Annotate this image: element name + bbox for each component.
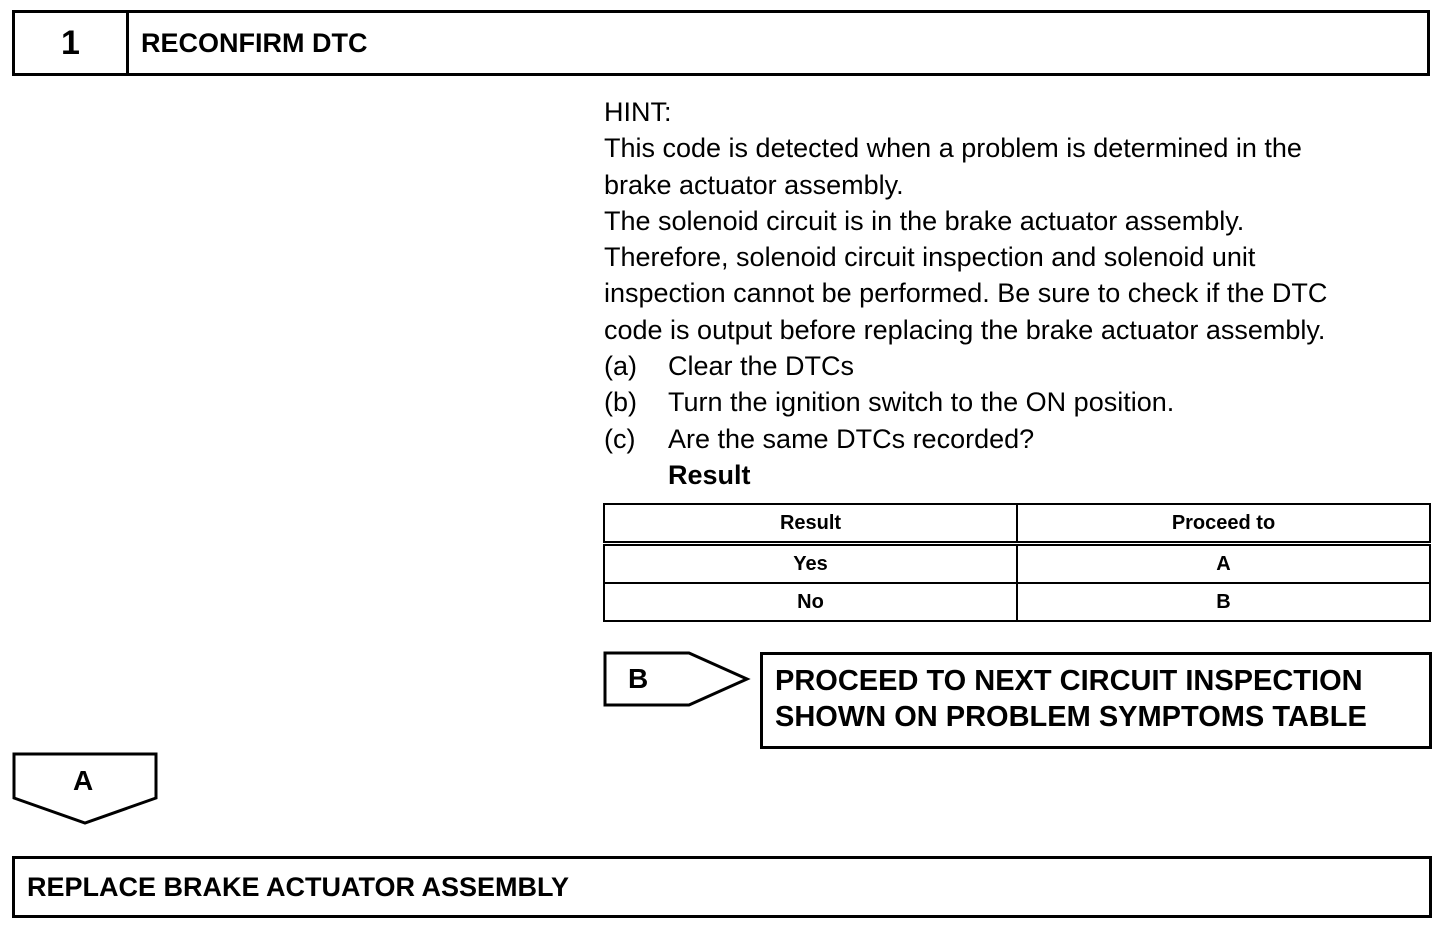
hint-section: [604, 94, 1444, 493]
branch-b-arrow-icon: [603, 651, 753, 709]
hint-line: inspection cannot be performed. Be sure to check if the DTC: [604, 278, 1328, 309]
step-label: (a): [604, 351, 637, 382]
step-label: (b): [604, 387, 637, 418]
step-header: [12, 10, 1430, 76]
step-label: (c): [604, 423, 636, 454]
branch-b-tag: B: [628, 663, 649, 694]
hint-line: Therefore, solenoid circuit inspection and solenoid unit: [604, 242, 1256, 273]
hint-line: brake actuator assembly.: [604, 169, 904, 200]
branch-a-action: REPLACE BRAKE ACTUATOR ASSEMBLY: [12, 856, 1432, 918]
table-header-row: [604, 504, 1430, 544]
column-header: Result: [604, 504, 1017, 544]
procedure-step: [604, 384, 1444, 420]
step-text: Turn the ignition switch to the ON position.: [668, 387, 1175, 418]
hint-line: code is output before replacing the brake actuator assembly.: [604, 314, 1326, 345]
step-number: 1: [15, 13, 129, 73]
table-cell: A: [1017, 544, 1430, 584]
step-text: Are the same DTCs recorded?: [668, 423, 1035, 454]
hint-line: The solenoid circuit is in the brake actuator assembly.: [604, 205, 1245, 236]
table-row: [604, 583, 1430, 621]
result-label: Result: [668, 459, 751, 490]
outcome-line: SHOWN ON PROBLEM SYMPTOMS TABLE: [775, 701, 1367, 733]
hint-heading: HINT:: [604, 97, 672, 127]
procedure-step: [604, 421, 1444, 457]
table-cell: No: [604, 583, 1017, 621]
branch-b-outcome: [760, 652, 1432, 749]
step-text: Clear the DTCs: [668, 351, 855, 382]
hint-line: This code is detected when a problem is determined in the: [604, 133, 1302, 164]
table-cell: B: [1017, 583, 1430, 621]
step-title: RECONFIRM DTC: [141, 27, 368, 58]
branch-a-tag: A: [73, 765, 94, 796]
outcome-line: PROCEED TO NEXT CIRCUIT INSPECTION: [775, 665, 1363, 697]
column-header: Proceed to: [1017, 504, 1430, 544]
table-cell: Yes: [604, 544, 1017, 584]
procedure-step: [604, 348, 1444, 384]
result-table: [603, 503, 1431, 622]
table-row: [604, 544, 1430, 584]
